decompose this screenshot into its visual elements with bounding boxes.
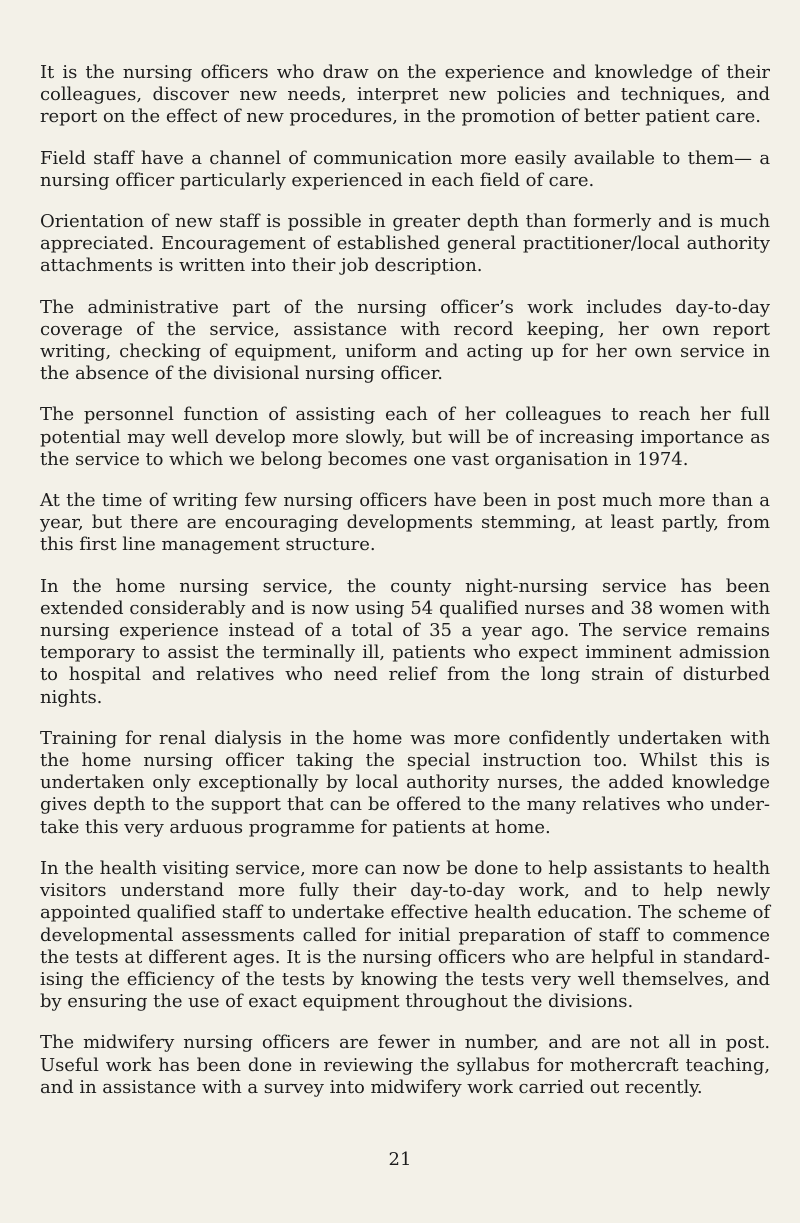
paragraph-home-nursing: In the home nursing service, the county night-nursing service has been extended considerably and is now using 54 qualified nurses and 38 women with nursing experience instead of a total of 35 a year ago. The service remains temporary to assist the terminally ill, patients who expect imminent admission to hospital and relatives who need relief from the long strain of disturbed nights.: [40, 575, 770, 708]
paragraph-nursing-officers-role: It is the nursing officers who draw on the experience and knowledge of their colleagues, discover new needs, interpret new policies and techniques, and report on the effect of new procedures, in the promotion of better patient care.: [40, 62, 770, 128]
paragraph-midwifery: The midwifery nursing officers are fewer in number, and are not all in post. Useful work has been done in reviewing the syllabus for mothercraft teaching, and in assistance with a survey into midwifery work carried out recently.: [40, 1032, 770, 1098]
paragraph-health-visiting: In the health visiting service, more can now be done to help assistants to health visitors understand more fully their day-to-day work, and to help newly appointed qualified staff to undertake effective health education. The scheme of developmental assessments called for initial preparation of staff to commence the tests at different ages. It is the nursing officers who are helpful in standardising the efficiency of the tests by knowing the tests very well themselves, and by ensuring the use of exact equipment throughout the divisions.: [40, 857, 770, 1013]
paragraph-time-of-writing: At the time of writing few nursing officers have been in post much more than a year, but there are encouraging developments stemming, at least partly, from this first line management structure.: [40, 490, 770, 556]
page-number: 21: [388, 1149, 412, 1170]
paragraph-field-staff: Field staff have a channel of communication more easily available to them— a nursing officer particularly experienced in each field of care.: [40, 147, 770, 191]
paragraph-administrative-part: The administrative part of the nursing officer’s work includes day-to-day coverage of the service, assistance with record keeping, her own report writing, checking of equipment, uniform and acting up for her own service in the absence of the divisional nursing officer.: [40, 296, 770, 385]
paragraph-orientation: Orientation of new staff is possible in greater depth than formerly and is much appreciated. Encouragement of established general practitioner/local authority attachments is written into their job description.: [40, 211, 770, 277]
paragraph-personnel-function: The personnel function of assisting each of her colleagues to reach her full potential may well develop more slowly, but will be of increasing importance as the service to which we belong becomes one vast organisation in 1974.: [40, 404, 770, 470]
paragraph-renal-dialysis: Training for renal dialysis in the home was more confidently undertaken with the home nursing officer taking the special instruction too. Whilst this is undertaken only exceptionally by local authority nurses, the added knowledge gives depth to the support that can be offered to the many relatives who undertake this very arduous programme for patients at home.: [40, 727, 770, 838]
